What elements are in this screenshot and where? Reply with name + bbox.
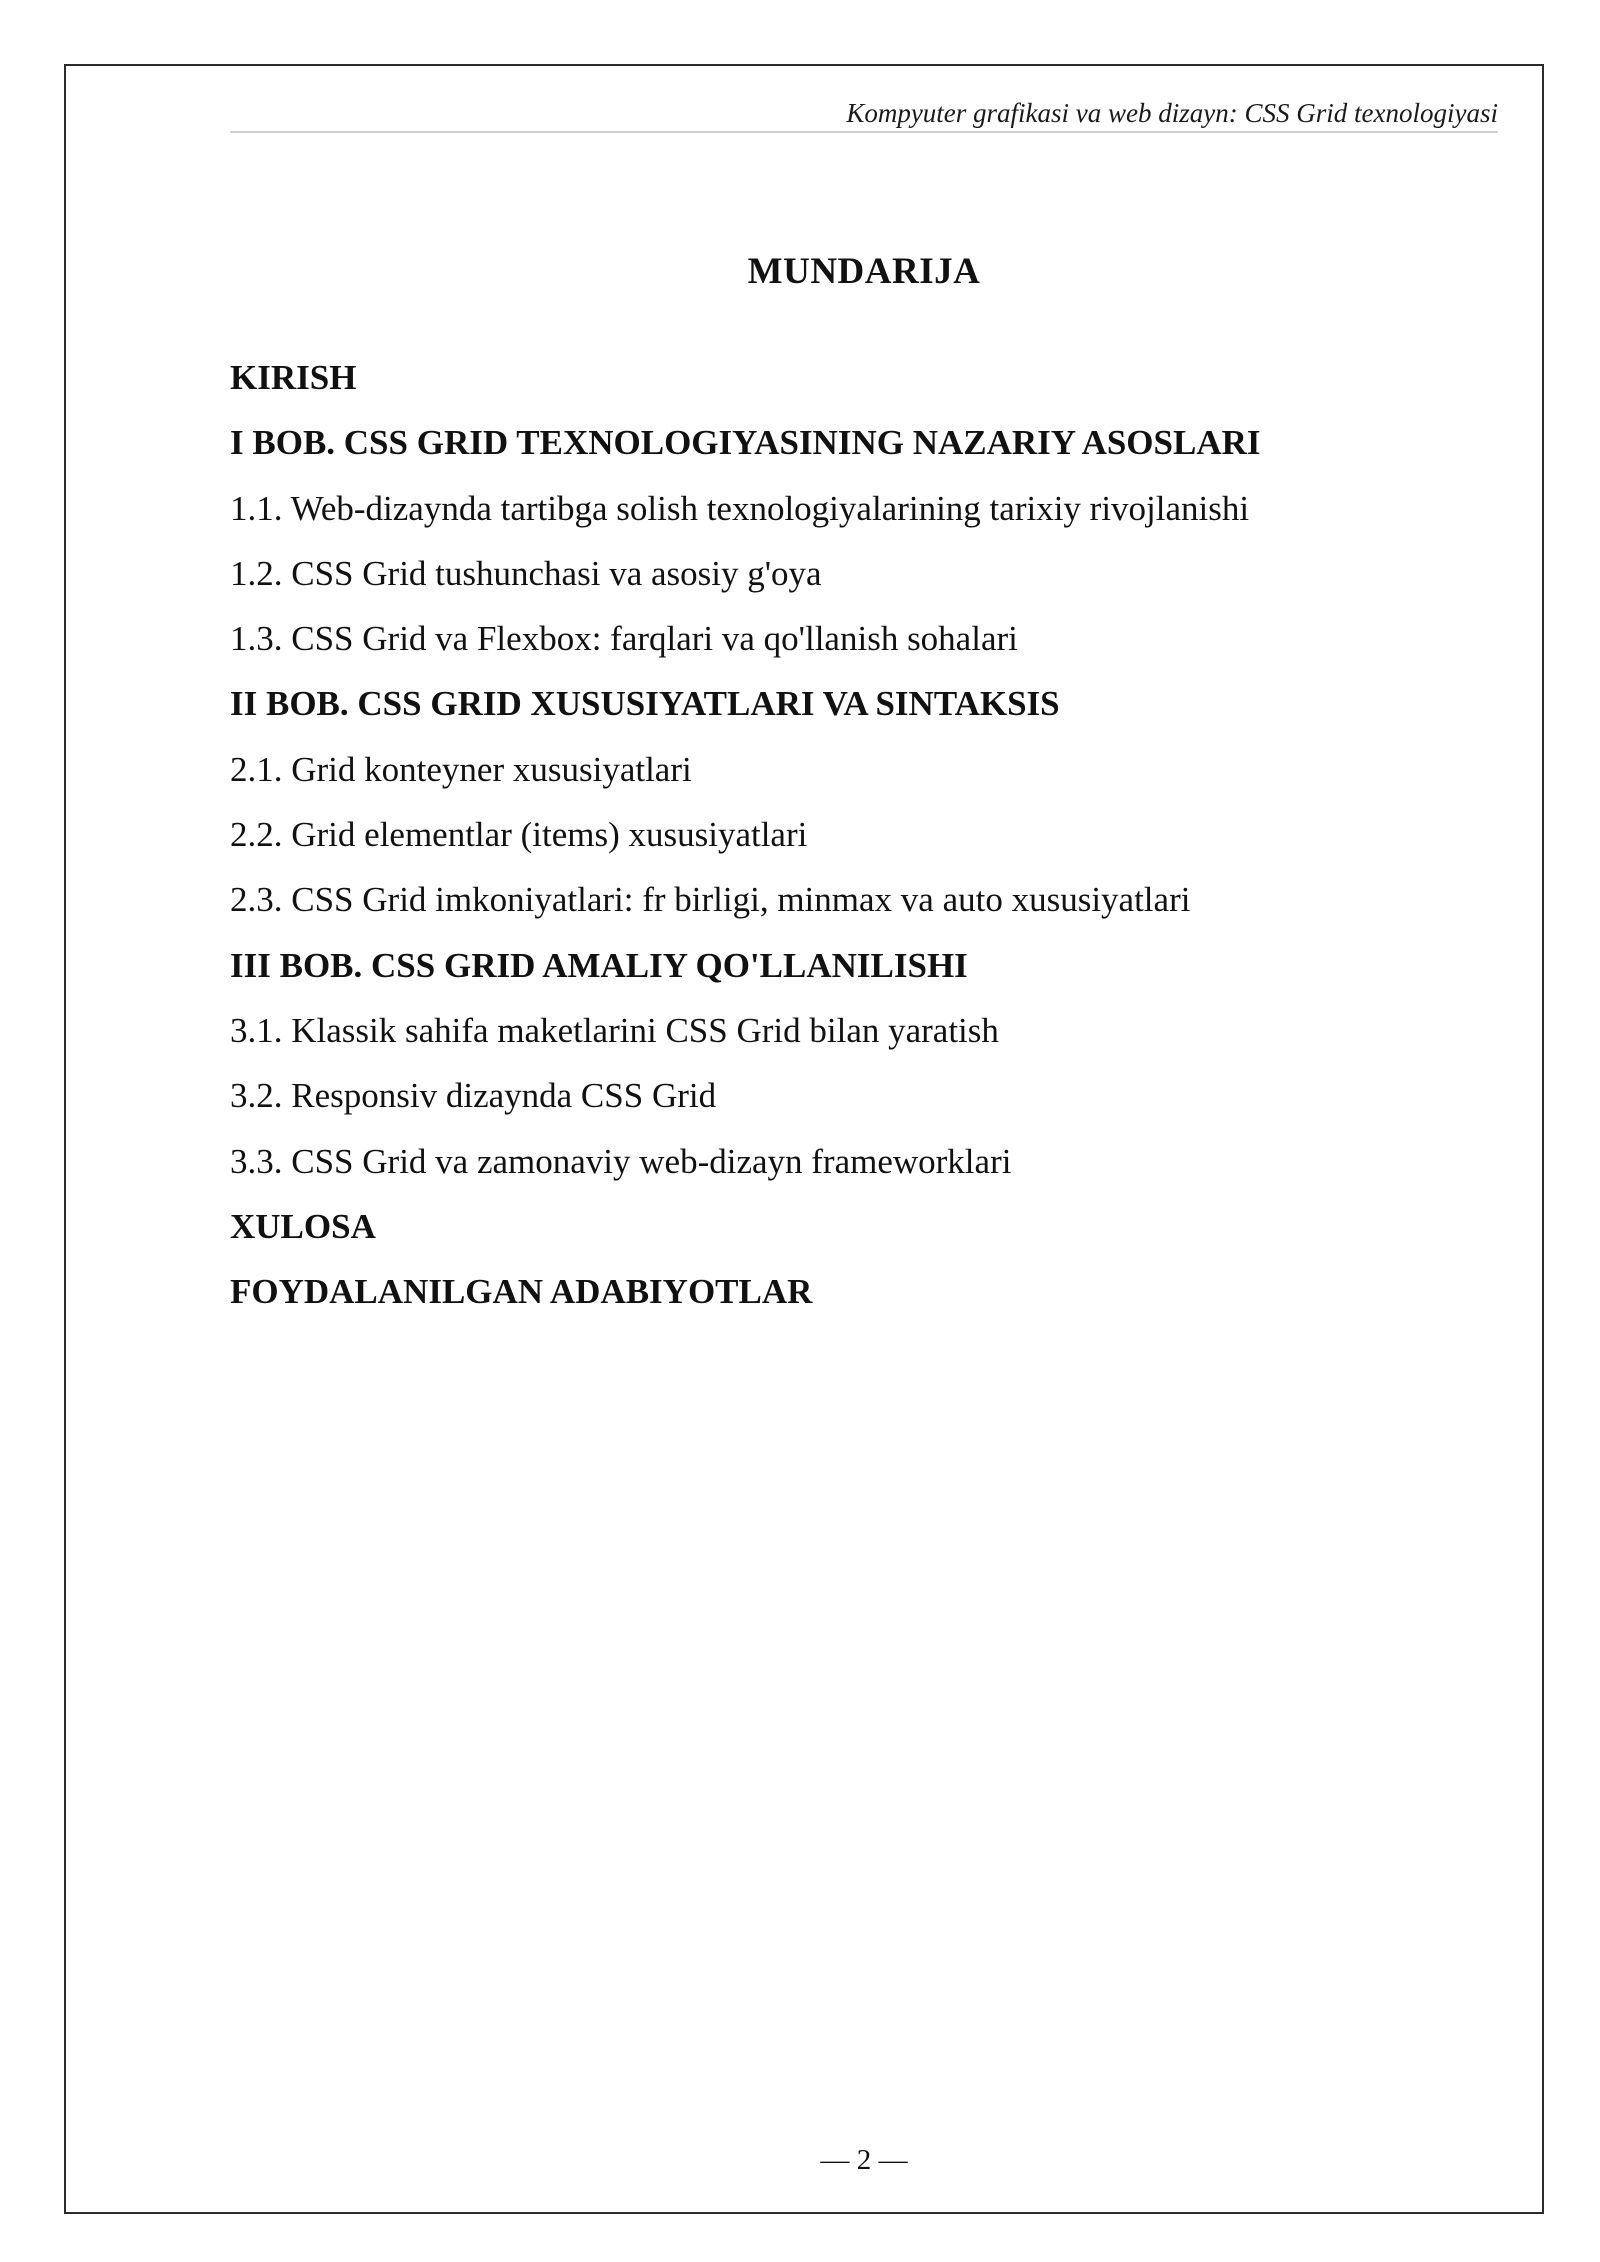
running-header: Kompyuter grafikasi va web dizayn: CSS Grid texnologiyasi (846, 98, 1498, 128)
toc-entry-conclusion: XULOSA (230, 1206, 376, 1246)
toc-entry-section-3-2: 3.2. Responsiv dizaynda CSS Grid (230, 1076, 717, 1116)
toc-entry-section-3-3: 3.3. CSS Grid va zamonaviy web-dizayn frameworklari (230, 1141, 1012, 1181)
toc-entry-section-2-2: 2.2. Grid elementlar (items) xususiyatlari (230, 815, 808, 855)
toc-entry-chapter-2: II BOB. CSS GRID XUSUSIYATLARI VA SINTAKSIS (230, 684, 1060, 724)
toc-entry-chapter-3: III BOB. CSS GRID AMALIY QO'LLANILISHI (230, 945, 968, 985)
toc-entry-section-2-1: 2.1. Grid konteyner xususiyatlari (230, 749, 692, 789)
header-divider (230, 131, 1498, 133)
toc-title: MUNDARIJA (747, 251, 981, 292)
toc-entry-section-3-1: 3.1. Klassik sahifa maketlarini CSS Grid bilan yaratish (230, 1010, 999, 1050)
toc-entry-chapter-1: I BOB. CSS GRID TEXNOLOGIYASINING NAZARIY ASOSLARI (230, 423, 1261, 463)
page-number: — 2 — (820, 2144, 908, 2176)
toc-entry-section-1-1: 1.1. Web-dizaynda tartibga solish texnologiyalarining tarixiy rivojlanishi (230, 488, 1250, 528)
table-of-contents (230, 345, 1498, 1324)
toc-entry-section-1-2: 1.2. CSS Grid tushunchasi va asosiy g'oya (230, 553, 822, 593)
toc-entry-references: FOYDALANILGAN ADABIYOTLAR (230, 1272, 813, 1312)
toc-entry-introduction: KIRISH (230, 358, 357, 397)
toc-entry-section-1-3: 1.3. CSS Grid va Flexbox: farqlari va qo'llanish sohalari (230, 619, 1018, 659)
toc-entry-section-2-3: 2.3. CSS Grid imkoniyatlari: fr birligi, minmax va auto xususiyatlari (230, 880, 1191, 920)
